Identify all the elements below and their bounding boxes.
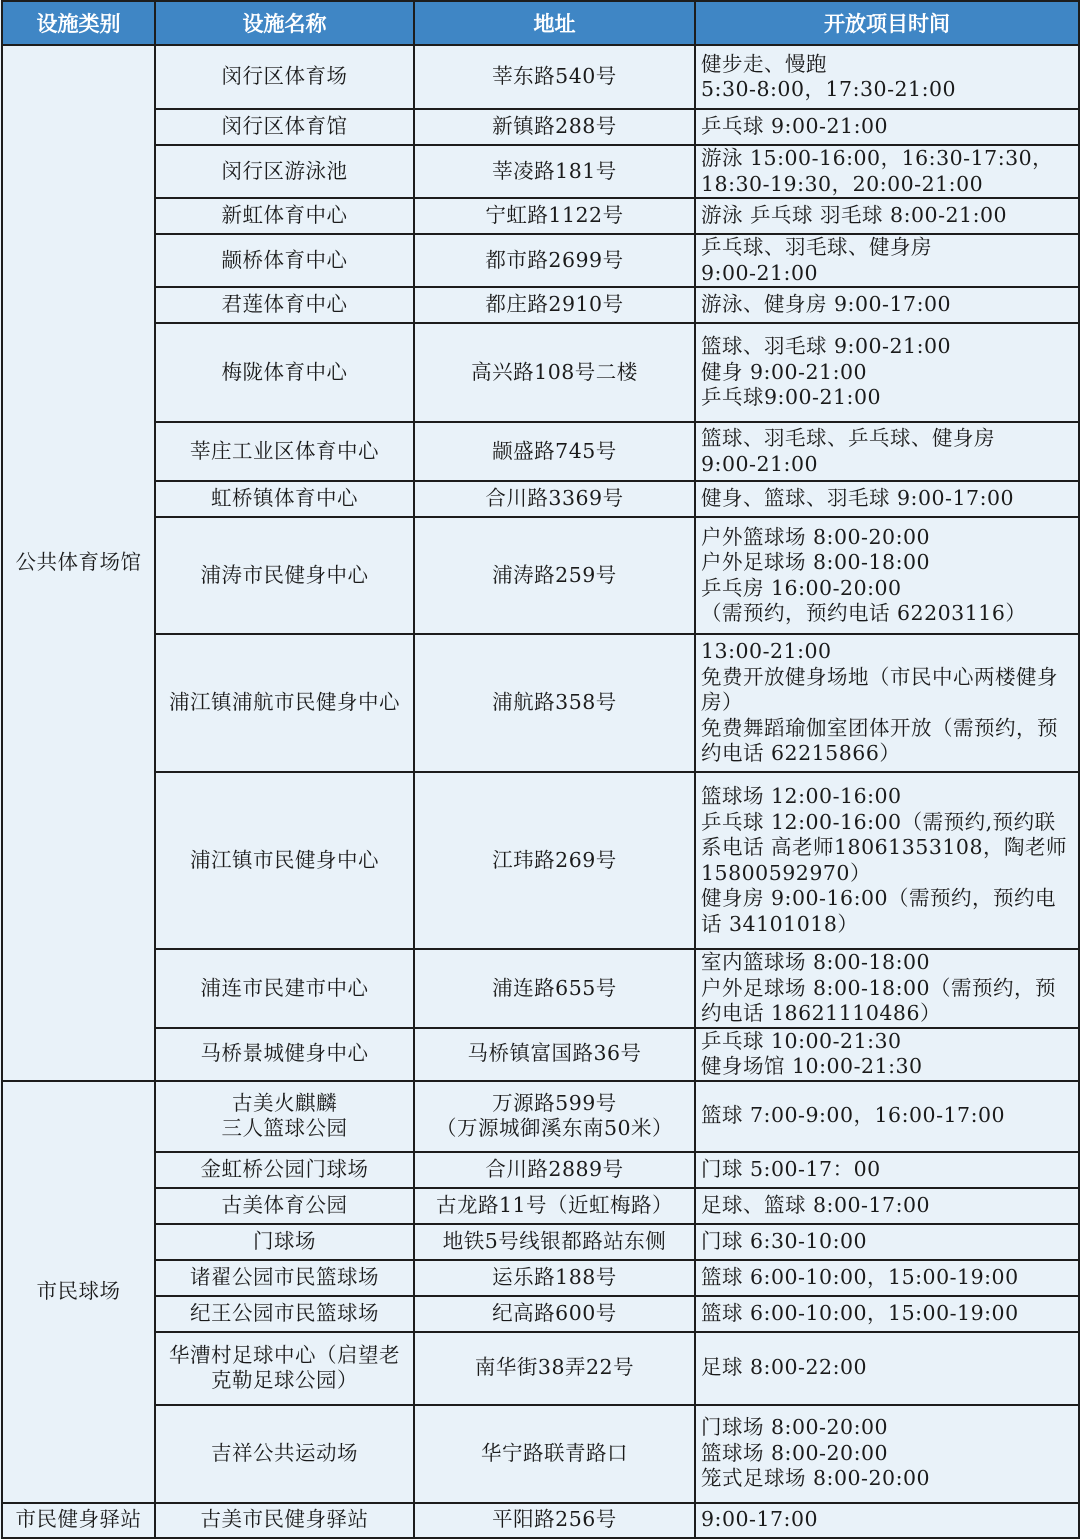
facility-hours: 乒乓球、羽毛球、健身房 9:00-21:00 (695, 234, 1079, 287)
facility-name: 古美体育公园 (155, 1188, 414, 1224)
facility-hours: 篮球场 12:00-16:00 乒乓球 12:00-16:00（需预约,预约联系电话 高老师18061353108，陶老师15800592970） 健身房 9:00-16:00（需预约，预约电话 34101018） (695, 772, 1079, 949)
facility-name: 浦涛市民健身中心 (155, 517, 414, 634)
table-row (2, 1028, 1079, 1081)
facility-hours: 健身、篮球、羽毛球 9:00-17:00 (695, 481, 1079, 517)
facility-hours: 门球 6:30-10:00 (695, 1224, 1079, 1260)
facility-name: 闵行区游泳池 (155, 145, 414, 198)
table-row (2, 145, 1079, 198)
table-row (2, 1503, 1079, 1538)
category-fitness-station: 市民健身驿站 (2, 1503, 155, 1538)
facility-name: 古美市民健身驿站 (155, 1503, 414, 1538)
table-row (2, 1260, 1079, 1296)
facility-hours: 游泳 15:00-16:00，16:30-17:30， 18:30-19:30，20:00-21:00 (695, 145, 1079, 198)
facility-address: 平阳路256号 (414, 1503, 695, 1538)
table-row (2, 198, 1079, 234)
table-row (2, 1405, 1079, 1503)
header-name: 设施名称 (155, 1, 414, 45)
facility-address: 运乐路188号 (414, 1260, 695, 1296)
facility-name: 莘庄工业区体育中心 (155, 422, 414, 481)
facility-address: 地铁5号线银都路站东侧 (414, 1224, 695, 1260)
facility-name: 吉祥公共运动场 (155, 1405, 414, 1503)
facility-address: 莘东路540号 (414, 45, 695, 109)
facility-name: 诸翟公园市民篮球场 (155, 1260, 414, 1296)
facility-address: 颛盛路745号 (414, 422, 695, 481)
facility-address: 华宁路联青路口 (414, 1405, 695, 1503)
table-row (2, 323, 1079, 422)
category-citizen-courts: 市民球场 (2, 1081, 155, 1503)
facility-address: 浦连路655号 (414, 949, 695, 1028)
facility-hours: 足球、篮球 8:00-17:00 (695, 1188, 1079, 1224)
facility-name: 华漕村足球中心（启望老克勒足球公园） (155, 1332, 414, 1405)
facility-name: 新虹体育中心 (155, 198, 414, 234)
facility-hours: 足球 8:00-22:00 (695, 1332, 1079, 1405)
facility-address: 新镇路288号 (414, 109, 695, 145)
table-header-row (2, 1, 1079, 45)
facility-name: 古美火麒麟 三人篮球公园 (155, 1081, 414, 1152)
facility-address: 古龙路11号（近虹梅路） (414, 1188, 695, 1224)
facility-name: 虹桥镇体育中心 (155, 481, 414, 517)
facility-hours: 篮球、羽毛球、乒乓球、健身房 9:00-21:00 (695, 422, 1079, 481)
table-row (2, 949, 1079, 1028)
facility-name: 浦江镇浦航市民健身中心 (155, 634, 414, 772)
facility-table (1, 0, 1080, 1539)
facility-hours: 游泳、健身房 9:00-17:00 (695, 287, 1079, 323)
header-address: 地址 (414, 1, 695, 45)
facility-hours: 室内篮球场 8:00-18:00 户外足球场 8:00-18:00（需预约，预约电话 18621110486） (695, 949, 1079, 1028)
facility-address: 万源路599号 （万源城御溪东南50米） (414, 1081, 695, 1152)
facility-hours: 门球场 8:00-20:00 篮球场 8:00-20:00 笼式足球场 8:00-20:00 (695, 1405, 1079, 1503)
facility-name: 浦连市民建市中心 (155, 949, 414, 1028)
facility-hours: 健步走、慢跑 5:30-8:00，17:30-21:00 (695, 45, 1079, 109)
facility-hours: 13:00-21:00 免费开放健身场地（市民中心两楼健身房） 免费舞蹈瑜伽室团体开放（需预约，预约电话 62215866） (695, 634, 1079, 772)
table-row (2, 772, 1079, 949)
table-row (2, 422, 1079, 481)
table-row (2, 634, 1079, 772)
table-row (2, 109, 1079, 145)
facility-address: 纪高路600号 (414, 1296, 695, 1332)
facility-hours: 篮球 7:00-9:00，16:00-17:00 (695, 1081, 1079, 1152)
facility-name: 颛桥体育中心 (155, 234, 414, 287)
table-row (2, 1188, 1079, 1224)
facility-hours: 门球 5:00-17：00 (695, 1152, 1079, 1188)
table-row (2, 1152, 1079, 1188)
facility-hours: 篮球 6:00-10:00，15:00-19:00 (695, 1296, 1079, 1332)
facility-name: 君莲体育中心 (155, 287, 414, 323)
facility-address: 浦航路358号 (414, 634, 695, 772)
facility-name: 金虹桥公园门球场 (155, 1152, 414, 1188)
facility-address: 南华街38弄22号 (414, 1332, 695, 1405)
facility-name: 梅陇体育中心 (155, 323, 414, 422)
table-row (2, 1081, 1079, 1152)
facility-address: 浦涛路259号 (414, 517, 695, 634)
table-row (2, 1332, 1079, 1405)
facility-name: 闵行区体育场 (155, 45, 414, 109)
header-hours: 开放项目时间 (695, 1, 1079, 45)
header-category: 设施类别 (2, 1, 155, 45)
table-row (2, 1296, 1079, 1332)
facility-address: 江玮路269号 (414, 772, 695, 949)
facility-name: 纪王公园市民篮球场 (155, 1296, 414, 1332)
table-row (2, 234, 1079, 287)
table-row (2, 45, 1079, 109)
facility-hours: 篮球、羽毛球 9:00-21:00 健身 9:00-21:00 乒乓球9:00-21:00 (695, 323, 1079, 422)
facility-hours: 户外篮球场 8:00-20:00 户外足球场 8:00-18:00 乒乓房 16:00-20:00 （需预约，预约电话 62203116） (695, 517, 1079, 634)
table-row (2, 517, 1079, 634)
facility-address: 宁虹路1122号 (414, 198, 695, 234)
facility-hours: 9:00-17:00 (695, 1503, 1079, 1538)
facility-address: 都市路2699号 (414, 234, 695, 287)
facility-hours: 游泳 乒乓球 羽毛球 8:00-21:00 (695, 198, 1079, 234)
facility-address: 合川路3369号 (414, 481, 695, 517)
facility-hours: 乒乓球 10:00-21:30 健身场馆 10:00-21:30 (695, 1028, 1079, 1081)
facility-name: 闵行区体育馆 (155, 109, 414, 145)
facility-name: 浦江镇市民健身中心 (155, 772, 414, 949)
facility-address: 高兴路108号二楼 (414, 323, 695, 422)
category-public-venues: 公共体育场馆 (2, 45, 155, 1081)
table-row (2, 287, 1079, 323)
facility-name: 门球场 (155, 1224, 414, 1260)
facility-address: 都庄路2910号 (414, 287, 695, 323)
facility-address: 莘凌路181号 (414, 145, 695, 198)
table-row (2, 481, 1079, 517)
facility-address: 马桥镇富国路36号 (414, 1028, 695, 1081)
table-row (2, 1224, 1079, 1260)
facility-hours: 篮球 6:00-10:00，15:00-19:00 (695, 1260, 1079, 1296)
facility-name: 马桥景城健身中心 (155, 1028, 414, 1081)
facility-address: 合川路2889号 (414, 1152, 695, 1188)
facility-hours: 乒乓球 9:00-21:00 (695, 109, 1079, 145)
